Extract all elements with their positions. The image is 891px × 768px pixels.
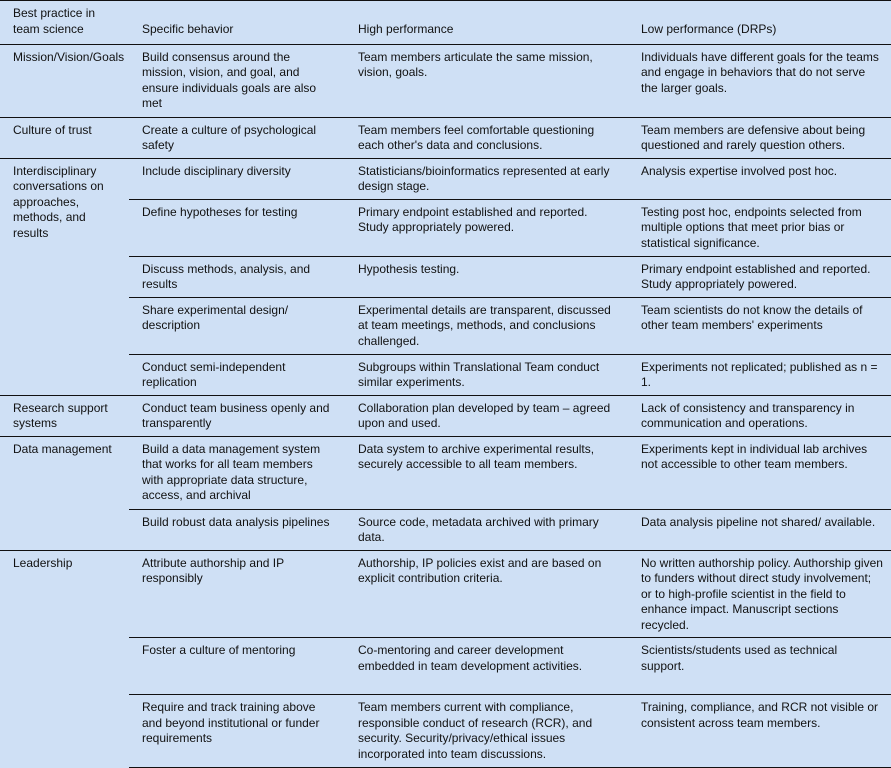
category-cell: Mission/Vision/Goals [0,44,129,117]
low-cell: Team scientists do not know the details of other team members' experiments [628,297,891,354]
behavior-cell: Share experimental design/ description [129,297,345,354]
table-row [0,354,891,395]
behavior-cell: Define hypotheses for testing [129,199,345,256]
table-row [0,199,891,256]
table-row [0,297,891,354]
high-cell: Data system to archive experimental results, securely accessible to all team members. [345,436,628,509]
header-high-performance: High performance [345,1,628,45]
low-cell: Testing post hoc, endpoints selected from multiple options that meet prior bias or statistical significance. [628,199,891,256]
low-cell: Lack of consistency and transparency in communication and operations. [628,395,891,436]
behavior-cell: Require and track training above and beyond institutional or funder requirements [129,695,345,768]
high-cell: Collaboration plan developed by team – agreed upon and used. [345,395,628,436]
low-cell: Data analysis pipeline not shared/ available. [628,509,891,550]
behavior-cell: Discuss methods, analysis, and results [129,256,345,297]
low-cell: Training, compliance, and RCR not visible or consistent across team members. [628,695,891,768]
high-cell: Experimental details are transparent, discussed at team meetings, methods, and conclusions challenged. [345,297,628,354]
low-cell: No written authorship policy. Authorship given to funders without direct study involvement; or to high-profile scientist in the field to enhance impact. Manuscript sections recycled. [628,550,891,638]
high-cell: Team members feel comfortable questioning each other's data and conclusions. [345,117,628,158]
high-cell: Team members articulate the same mission, vision, goals. [345,44,628,117]
table-row [0,695,891,768]
high-cell: Source code, metadata archived with primary data. [345,509,628,550]
high-cell: Subgroups within Translational Team conduct similar experiments. [345,354,628,395]
high-cell: Hypothesis testing. [345,256,628,297]
category-cell: Leadership [0,550,129,768]
table-row [0,509,891,550]
table-row [0,117,891,158]
behavior-cell: Build a data management system that works for all team members with appropriate data structure, access, and archival [129,436,345,509]
table-row [0,436,891,509]
category-cell: Research support systems [0,395,129,436]
high-cell: Statisticians/bioinformatics represented at early design stage. [345,158,628,199]
low-cell: Experiments not replicated; published as n = 1. [628,354,891,395]
high-cell: Primary endpoint established and reported. Study appropriately powered. [345,199,628,256]
header-specific-behavior: Specific behavior [129,1,345,45]
low-cell: Experiments kept in individual lab archives not accessible to other team members. [628,436,891,509]
category-cell: Data management [0,436,129,550]
low-cell: Team members are defensive about being questioned and rarely question others. [628,117,891,158]
behavior-cell: Include disciplinary diversity [129,158,345,199]
high-cell: Co-mentoring and career development embedded in team development activities. [345,638,628,695]
table-row [0,256,891,297]
behavior-cell: Foster a culture of mentoring [129,638,345,695]
header-row [0,1,891,45]
low-cell: Scientists/students used as technical support. [628,638,891,695]
category-cell: Culture of trust [0,117,129,158]
table-row [0,638,891,695]
category-cell: Interdisciplinary conversations on approaches, methods, and results [0,158,129,395]
behavior-cell: Build robust data analysis pipelines [129,509,345,550]
table-row [0,44,891,117]
behavior-cell: Conduct semi-independent replication [129,354,345,395]
low-cell: Primary endpoint established and reported. Study appropriately powered. [628,256,891,297]
table-row [0,550,891,638]
header-low-performance: Low performance (DRPs) [628,1,891,45]
behavior-cell: Create a culture of psychological safety [129,117,345,158]
behavior-cell: Conduct team business openly and transparently [129,395,345,436]
table-row [0,158,891,199]
low-cell: Analysis expertise involved post hoc. [628,158,891,199]
low-cell: Individuals have different goals for the teams and engage in behaviors that do not serve the larger goals. [628,44,891,117]
header-best-practice: Best practice in team science [0,1,129,45]
table-row [0,395,891,436]
high-cell: Team members current with compliance, responsible conduct of research (RCR), and security. Security/privacy/ethical issues incorporated into team discussions. [345,695,628,768]
behavior-cell: Build consensus around the mission, vision, and goal, and ensure individuals goals are also met [129,44,345,117]
behavior-cell: Attribute authorship and IP responsibly [129,550,345,638]
high-cell: Authorship, IP policies exist and are based on explicit contribution criteria. [345,550,628,638]
